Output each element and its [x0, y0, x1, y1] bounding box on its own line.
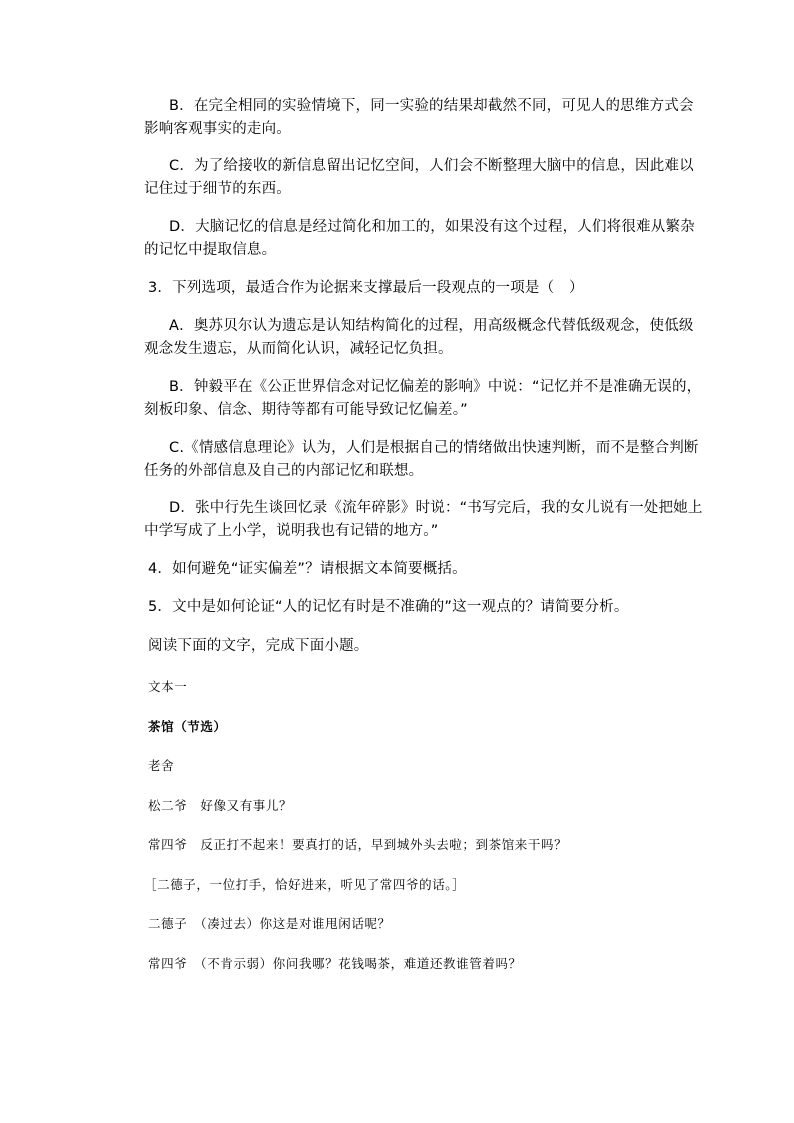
script-stage-direction: ［二德子，一位打手，恰好进来，听见了常四爷的话。］	[144, 877, 466, 892]
script-line: 二德子 （凑过去）你这是对谁甩闲话呢？	[148, 916, 391, 931]
q3-option-c-line1: C.《情感信息理论》认为，人们是根据自己的情绪做出快速判断，而不是整合判断	[169, 440, 699, 456]
q2-option-d-line1: D．大脑记忆的信息是经过简化和加工的，如果没有这个过程，人们将很难从繁杂	[169, 219, 695, 235]
q2-option-d-line2: 的记忆中提取信息。	[144, 242, 277, 258]
reading-instruction: 阅读下面的文字，完成下面小题。	[148, 638, 369, 654]
q2-option-b-line1: B．在完全相同的实验情境下，同一实验的结果却截然不同，可见人的思维方式会	[169, 98, 694, 114]
q3-option-d-line2: 中学写成了上小学，说明我也有记错的地方。”	[144, 523, 439, 539]
script-line: 常四爷 反正打不起来！要真打的话，早到城外头去啦；到茶馆来干吗？	[148, 837, 568, 852]
script-line: 松二爷 好像又有事儿？	[148, 798, 293, 813]
script-line: 常四爷 （不肯示弱）你问我哪？花钱喝茶，难道还教谁管着吗？	[148, 956, 522, 971]
q3-option-b-line1: B．钟毅平在《公正世界信念对记忆偏差的影响》中说：“记忆并不是准确无误的，	[169, 379, 702, 395]
q2-option-b-line2: 影响客观事实的走向。	[144, 121, 291, 137]
q3-stem: 3．下列选项，最适合作为论据来支撑最后一段观点的一项是（ ）	[148, 280, 584, 296]
q3-option-c-line2: 任务的外部信息及自己的内部记忆和联想。	[144, 463, 424, 479]
q3-option-a-line1: A．奥苏贝尔认为遗忘是认知结构简化的过程，用高级概念代替低级观念，使低级	[169, 318, 694, 334]
q3-option-b-line2: 刻板印象、信念、期待等都有可能导致记忆偏差。”	[144, 402, 468, 418]
q5-question: 5．文中是如何论证“人的记忆有时是不准确的”这一观点的？请简要分析。	[148, 599, 629, 615]
q4-question: 4．如何避免“证实偏差”？请根据文本简要概括。	[148, 561, 467, 577]
text1-title: 茶馆（节选）	[148, 719, 227, 734]
q2-option-c-line2: 记住过于细节的东西。	[144, 181, 291, 197]
text1-author: 老舍	[148, 758, 175, 773]
q3-option-a-line2: 观念发生遗忘，从而简化认识，减轻记忆负担。	[144, 341, 453, 357]
text1-label: 文本一	[148, 679, 188, 694]
q3-option-d-line1: D．张中行先生谈回忆录《流年碎影》时说：“书写完后，我的女儿说有一处把她上	[169, 500, 703, 516]
q2-option-c-line1: C．为了给接收的新信息留出记忆空间，人们会不断整理大脑中的信息，因此难以	[169, 158, 694, 174]
